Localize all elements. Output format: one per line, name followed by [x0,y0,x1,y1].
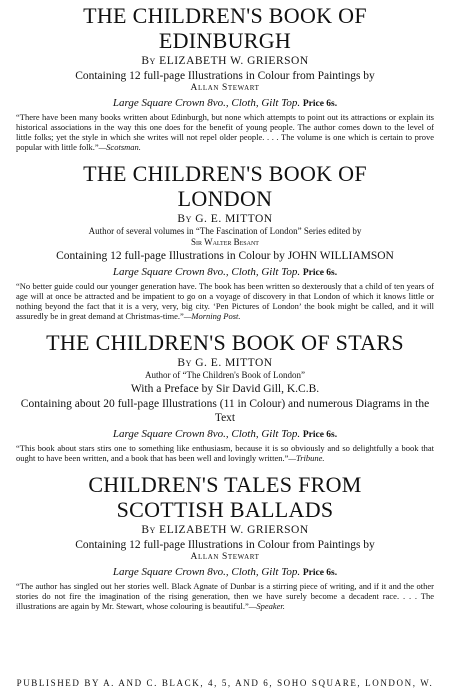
preface-note: With a Preface by Sir David Gill, K.C.B. [130,383,320,395]
byline [12,523,438,537]
review-text: “There have been many books written about Edinburgh, but none which attempts to point out its attractions or explain its historical associations in the way this one does for the benefit of young people. The author comes down to the level of little folks; yet the style in which she writes will not repel older people. . . . The volume is one which is certain to prove popular with little folk.” [16,112,434,152]
author-note: Author of “The Children's Book of London” [144,370,306,380]
format-line [12,96,438,111]
book-title [12,3,438,53]
format-line [12,265,438,280]
by-label: By [141,55,156,67]
review-source: —Scotsman. [98,142,141,152]
editor-name: Sir Walter Besant [191,237,259,247]
author-note-text: Author of several volumes in “The Fascination of London” Series edited by [88,226,362,236]
by-label: By [177,357,192,369]
format-line [12,427,438,442]
author-name: G. E. MITTON [195,213,273,225]
book-entry-london [12,161,438,321]
review-source: —Morning Post. [183,311,241,321]
review-source: —Speaker. [248,601,285,611]
review-source: —Tribune. [288,453,325,463]
book-title-line: THE CHILDREN'S BOOK OF [83,3,367,28]
review-text: “The author has singled out her stories well. Black Agnate of Dunbar is a stirring piece of writing, and if it and the other stories do not fire the imagination of the rising generation, then we have surely become a decadent race. . . . The illustrations are again by Mr. Stewart, whose colouring is beautiful.” [16,581,434,611]
illustrations-note: Containing 12 full-page Illustrations in Colour from Paintings by [75,70,375,82]
by-label: By [177,213,192,225]
price: Price 6s. [302,568,338,578]
book-title-line: EDINBURGH [158,28,292,53]
author-name: ELIZABETH W. GRIERSON [159,55,309,67]
format-line [12,565,438,580]
format-text: Large Square Crown 8vo., Cloth, Gilt Top. [112,428,301,440]
book-title-line: CHILDREN'S TALES FROM [88,472,362,497]
spacer [12,463,438,472]
byline [12,212,438,226]
author-name: ELIZABETH W. GRIERSON [159,524,309,536]
illustrations-note: Containing 12 full-page Illustrations in Colour from Paintings by [75,539,375,551]
author-name: G. E. MITTON [195,357,273,369]
book-title [12,161,438,211]
book-title-line: SCOTTISH BALLADS [116,497,334,522]
book-title-line: THE CHILDREN'S BOOK OF [83,161,367,186]
format-text: Large Square Crown 8vo., Cloth, Gilt Top. [112,566,301,578]
artist-name: Allan Stewart [190,552,260,562]
price: Price 6s. [302,430,338,440]
review-quote [16,112,434,152]
review-quote [16,443,434,463]
by-label: By [141,524,156,536]
book-title [12,330,438,355]
format-text: Large Square Crown 8vo., Cloth, Gilt Top. [112,97,301,109]
byline [12,54,438,68]
review-quote [16,581,434,611]
price: Price 6s. [302,99,338,109]
review-text: “This book about stars stirs one to something like enthusiasm, because it is so obviously and so delightfully a book that ought to have been written, and a book that has been well and lovingly written.” [16,443,434,463]
publisher-imprint: PUBLISHED BY A. AND C. BLACK, 4, 5, AND 6, SOHO SQUARE, LONDON, W. [16,678,434,688]
book-entry-stars [12,330,438,463]
spacer [12,321,438,330]
book-title-line: LONDON [177,186,273,211]
format-text: Large Square Crown 8vo., Cloth, Gilt Top. [112,266,301,278]
book-entry-scottish-ballads [12,472,438,611]
spacer [12,152,438,161]
illustrations-note: Containing 12 full-page Illustrations in Colour by JOHN WILLIAMSON [56,250,394,262]
price: Price 6s. [302,268,338,278]
review-quote [16,281,434,321]
review-text: “No better guide could our younger generation have. The book has been written so dexterously that a child of ten years of age will at once be attracted and be impatient to go on a voyage of discovery in that London of which it knows little or nothing beyond the fact that it is a very, very, big city. ‘Pen Pictures of London’ the book might be called, and it will assuredly be in great demand at Christmas-time.” [16,281,434,321]
book-entry-edinburgh [12,3,438,152]
book-title [12,472,438,522]
author-note [12,226,438,248]
book-title-line: THE CHILDREN'S BOOK OF STARS [46,330,404,355]
artist-name: Allan Stewart [190,83,260,93]
byline [12,356,438,370]
illustrations-note: Containing about 20 full-page Illustrations (11 in Colour) and numerous Diagrams in the Text [20,398,430,424]
